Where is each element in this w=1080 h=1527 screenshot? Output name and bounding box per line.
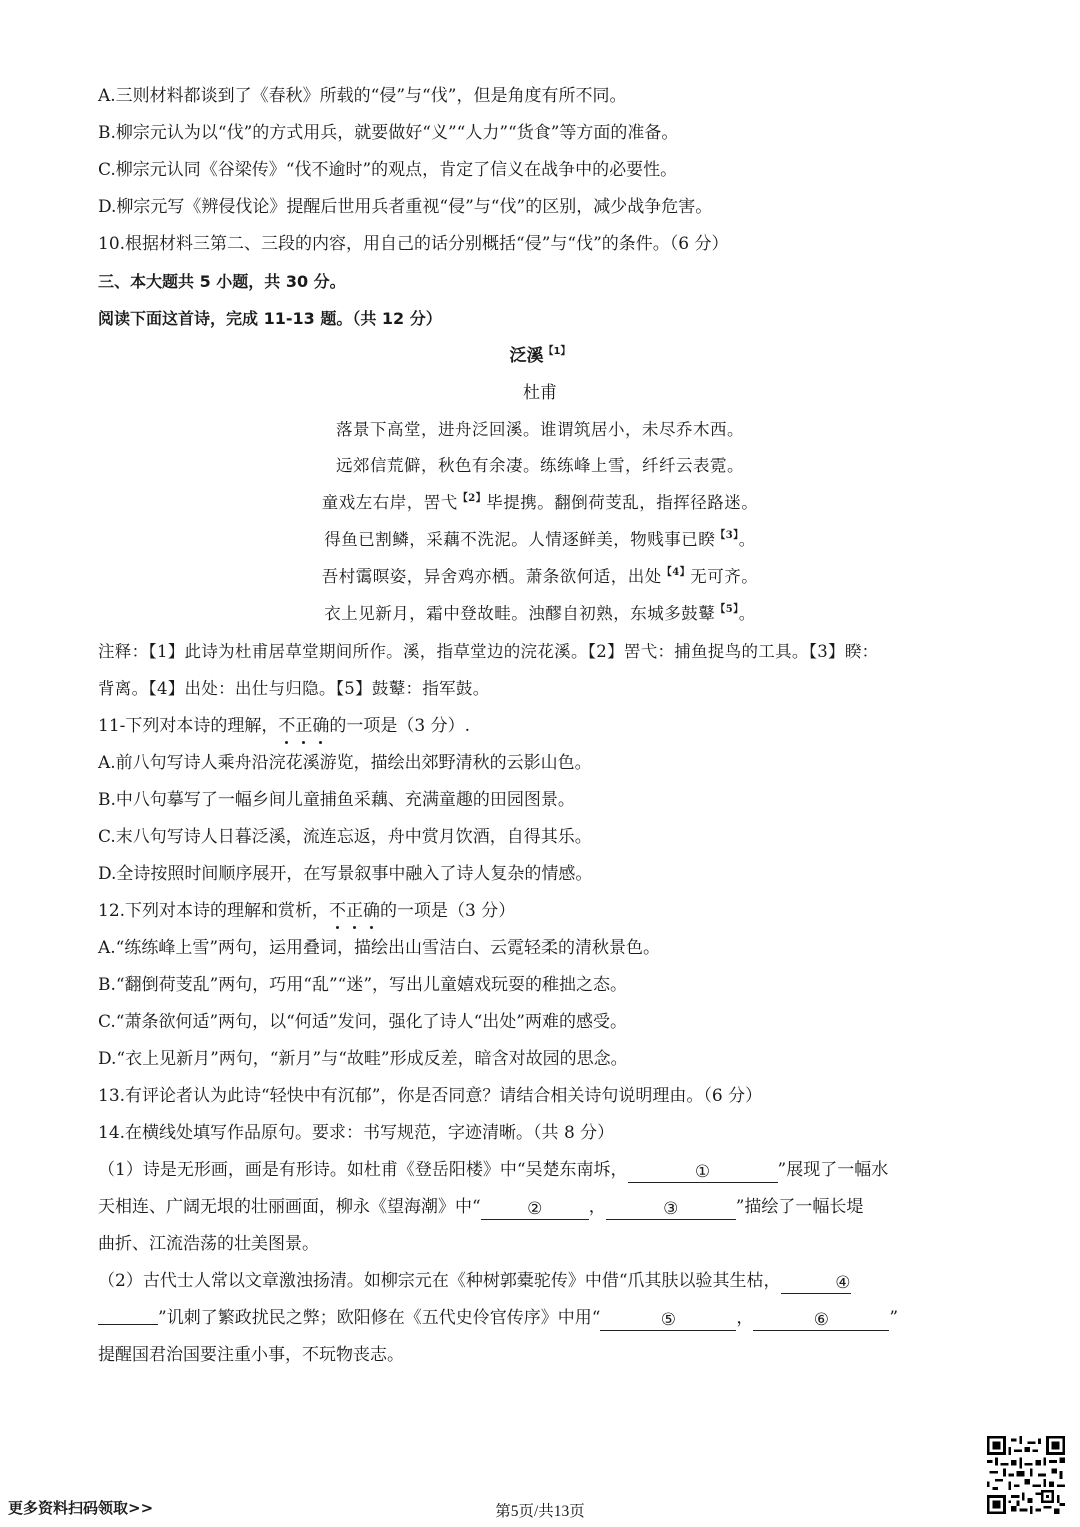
q9-option-c: C.柳宗元认同《谷梁传》“伐不逾时”的观点，肯定了信义在战争中的必要性。 bbox=[98, 160, 678, 180]
question-10: 10.根据材料三第二、三段的内容，用自己的话分别概括“侵”与“伐”的条件。（6 分） bbox=[98, 234, 729, 254]
footnote-ref: 【5】 bbox=[715, 604, 739, 615]
page-number: 第5页/共13页 bbox=[495, 1503, 585, 1520]
footnote-ref: 【3】 bbox=[715, 530, 739, 541]
poem-instructions: 阅读下面这首诗，完成 11-13 题。（共 12 分） bbox=[98, 309, 442, 328]
poem-notes-cont: 背离。【4】出处：出仕与归隐。【5】鼓鼙：指军鼓。 bbox=[98, 679, 490, 698]
poem-line: 得鱼已割鳞，采藕不洗泥。人情逐鲜美，物贱事已睽$^{【3】}$。 bbox=[324, 530, 756, 549]
q12-option-c: C.“萧条欲何适”两句，以“何适”发问，强化了诗人“出处”两难的感受。 bbox=[98, 1012, 627, 1032]
question-14: 14.在横线处填写作品原句。要求：书写规范，字迹清晰。（共 8 分） bbox=[98, 1123, 615, 1143]
q14-part1-line3: 曲折、江流浩荡的壮美图景。 bbox=[98, 1234, 319, 1254]
poem-line: 衣上见新月，霜中登故畦。浊醪自初熟，东城多鼓鼙$^{【5】}$。 bbox=[324, 604, 756, 623]
poem-title-ref: 【1】 bbox=[543, 346, 571, 357]
q11-option-b: B.中八句摹写了一幅乡间儿童捕鱼采藕、充满童趣的田园图景。 bbox=[98, 790, 575, 810]
q14-part2-line2: ”讥刺了繁政扰民之弊；欧阳修在《五代史伶官传序》中用“ ⑤ ， ⑥ ” bbox=[98, 1304, 982, 1332]
blank-2: ② bbox=[481, 1199, 589, 1220]
footer-promo-text[interactable]: 更多资料扫码领取>> bbox=[8, 1499, 154, 1517]
blank-3: ③ bbox=[606, 1199, 736, 1220]
poem-author: 杜甫 bbox=[523, 383, 557, 403]
footnote-ref: 【4】 bbox=[661, 567, 691, 578]
section-heading: 三、本大题共 5 小题，共 30 分。 bbox=[98, 272, 346, 291]
q12-option-d: D.“衣上见新月”两句，“新月”与“故畦”形成反差，暗含对故园的思念。 bbox=[98, 1049, 628, 1069]
poem-line: 吾村霭暝姿，异舍鸡亦栖。萧条欲何适，出处$^{【4】}$无可齐。 bbox=[321, 567, 759, 586]
blank-1: ① bbox=[628, 1162, 778, 1183]
blank-5: ⑤ bbox=[600, 1310, 736, 1331]
q14-part2-line1: （2）古代士人常以文章激浊扬清。如柳宗元在《种树郭橐驼传》中借“爪其肤以验其生枯， ④ bbox=[98, 1271, 851, 1293]
question-12: 12.下列对本诗的理解和赏析，不正确的一项是（3 分） bbox=[98, 897, 982, 925]
q11-option-d: D.全诗按照时间顺序展开，在写景叙事中融入了诗人复杂的情感。 bbox=[98, 864, 593, 884]
q9-option-d: D.柳宗元写《辨侵伐论》提醒后世用兵者重视“侵”与“伐”的区别，减少战争危害。 bbox=[98, 197, 713, 217]
q9-option-b: B.柳宗元认为以“伐”的方式用兵，就要做好“义”“人力”“货食”等方面的准备。 bbox=[98, 123, 679, 143]
blank-4: ④ bbox=[781, 1273, 851, 1294]
q12-option-a: A.“练练峰上雪”两句，运用叠词，描绘出山雪洁白、云霓轻柔的清秋景色。 bbox=[98, 938, 661, 958]
blank-4-cont bbox=[98, 1304, 158, 1325]
q11-option-c: C.末八句写诗人日暮泛溪，流连忘返，舟中赏月饮酒，自得其乐。 bbox=[98, 827, 592, 847]
q14-part1-line1: （1）诗是无形画，画是有形诗。如杜甫《登岳阳楼》中“吴楚东南坼， ① ”展现了一幅水 bbox=[98, 1160, 889, 1182]
footnote-ref: 【2】 bbox=[457, 493, 487, 504]
poem-title: 泛溪$^{【1】}$ bbox=[509, 346, 571, 366]
q14-part2-line3: 提醒国君治国要注重小事，不玩物丧志。 bbox=[98, 1345, 404, 1365]
blank-6: ⑥ bbox=[753, 1310, 889, 1331]
q11-option-a: A.前八句写诗人乘舟沿浣花溪游览，描绘出郊野清秋的云影山色。 bbox=[98, 753, 592, 773]
poem-line: 童戏左右岸，罟弋$^{【2】}$毕提携。翻倒荷芰乱，指挥径路迷。 bbox=[321, 493, 759, 512]
poem-line: 落景下高堂，进舟泛回溪。谁谓筑居小，未尽乔木西。 bbox=[336, 420, 744, 439]
q9-option-a: A.三则材料都谈到了《春秋》所载的“侵”与“伐”，但是角度有所不同。 bbox=[98, 86, 627, 106]
poem-line: 远郊信荒僻，秋色有余凄。练练峰上雪，纤纤云表霓。 bbox=[336, 456, 744, 475]
poem-notes: 注释：【1】此诗为杜甫居草堂期间所作。溪，指草堂边的浣花溪。【2】罟弋：捕鱼捉鸟的工具。【3】睽： bbox=[98, 642, 879, 661]
question-13: 13.有评论者认为此诗“轻快中有沉郁”，你是否同意？请结合相关诗句说明理由。（6 分） bbox=[98, 1086, 763, 1106]
q12-option-b: B.“翻倒荷芰乱”两句，巧用“乱”“迷”，写出儿童嬉戏玩耍的稚拙之态。 bbox=[98, 975, 628, 995]
question-11: 11-下列对本诗的理解，不正确的一项是（3 分）. bbox=[98, 712, 982, 740]
q14-part1-line2: 天相连、广阔无垠的壮丽画面，柳永《望海潮》中“ ② ， ③ ”描绘了一幅长堤 bbox=[98, 1197, 864, 1219]
